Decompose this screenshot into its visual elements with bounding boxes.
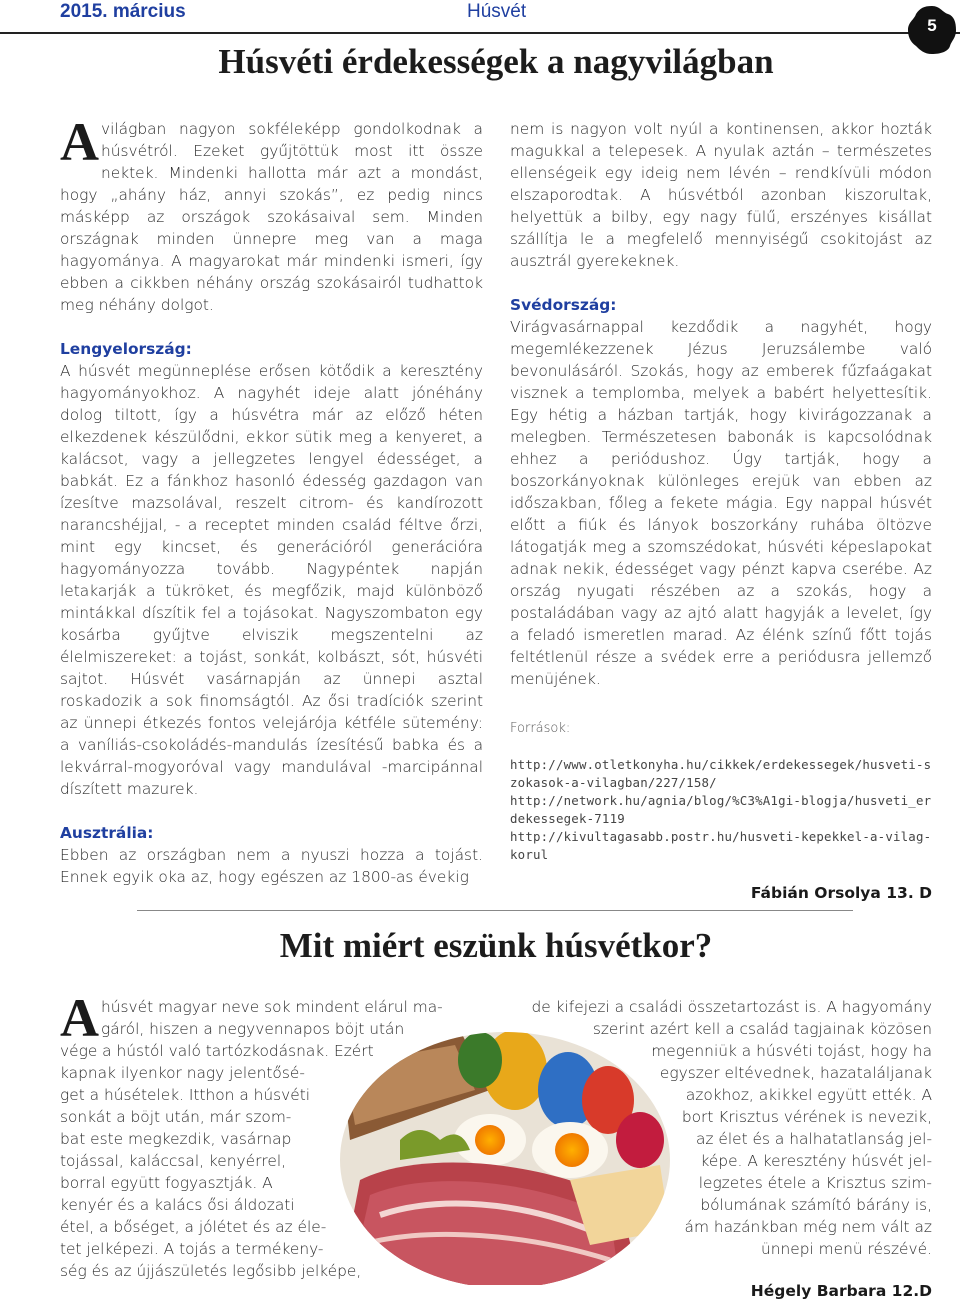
heading-poland: Lengyelország: <box>60 340 192 358</box>
drop-cap: A <box>60 988 99 1048</box>
article-title: Húsvéti érdekességek a nagyvilágban <box>218 42 774 81</box>
article2-line: egyszer eltévednek, hazataláljanak <box>659 1064 932 1082</box>
article2-line: bort Krisztus vérének is nevezik, <box>681 1108 932 1126</box>
article2-line: tet jelképezi. A tojás a termékeny- <box>60 1240 324 1258</box>
source-link[interactable]: http://network.hu/agnia/blog/%C3%A1gi-blogja/husveti_erdekessegek-7119 <box>510 793 932 826</box>
article1-left-column <box>60 112 483 888</box>
article1-intro: Avilágban nagyon sokféleképp gondolkodnak a húsvétról. Ezeket gyűjtöttük most itt össze nektek. Mindenki hallotta már azt a mondást, hogy „ahány ház, annyi szokás”, ez pedig nincs másképp az országok szokásaival sem. Minden országnak minden ünnepre meg van a maga hagyománya. A magyarokat már mindenki ismeri, így ebben a cikkben néhány ország szokásairól tudhattok meg néhány dolgot. <box>60 112 483 314</box>
heading-sweden: Svédország: <box>510 296 617 314</box>
article2-line: legzetes étele a Krisztus szim- <box>698 1174 932 1192</box>
header-rule <box>0 32 960 34</box>
heading-australia: Ausztrália: <box>60 824 154 842</box>
issue-date: 2015. március <box>60 1 186 22</box>
article2-line: borral együtt fogyasztják. A <box>60 1174 273 1192</box>
article2-line: megenniük a húsvéti tojást, hogy ha <box>651 1042 932 1060</box>
article2-line: de kifejezi a családi összetartozást is. A hagyomány <box>531 998 932 1016</box>
article2-line: ám hazánkban még nem vált az <box>684 1218 932 1236</box>
text-australia-part1: Ebben az országban nem a nyuszi hozza a tojást. Ennek egyik oka az, hogy egészen az 1800-as évekig <box>60 846 483 886</box>
page-number: 5 <box>927 16 937 35</box>
article1-right-column <box>510 118 932 904</box>
article2-line: sonkát a böjt után, már szom- <box>60 1108 292 1126</box>
article2-line: gáról, hiszen a negyvennapos böjt után <box>101 1020 405 1038</box>
source-link[interactable]: http://www.otletkonyha.hu/cikkek/erdekessegek/husveti-szokasok-a-vilagban/227/158/ <box>510 757 932 790</box>
article2-line: képe. A keresztény húsvét jel- <box>700 1152 932 1170</box>
article2-line: vége a hústól való tartózkodásnak. Ezért <box>60 1042 374 1060</box>
drop-cap: A <box>60 112 99 172</box>
article2-line: ünnepi menü részévé. <box>760 1240 932 1258</box>
sources-label: Források: <box>510 721 571 736</box>
author-byline: Hégely Barbara 12.D <box>750 1282 932 1300</box>
text-sweden: Virágvasárnappal kezdődik a nagyhét, hogy megemlékezzenek Jézus Jeruzsálembe való bevonulásáról. Szokás, hogy az emberek fűzfaágakat visznek a templomba, melyek a babért helyettesítik. Egy hétig a házban tartják, hogy kivirágozzanak a melegben. Természetesen babonák is kapcsolódnak ehhez a periódushoz. Úgy tartják, hogy a boszorkányoknak különleges erejük van ebben az időszakban, főleg a fekete mágia. Egy nappal húsvét előtt a fiúk és lányok boszorkány ruhába öltözve látogatják meg a szomszédokat, húsvéti képeslapokat adnak nekik, édességet vagy pénzt kapva cserébe. Az ország nyugati részében az a szokás, hogy a postaládában vagy az ajtó alatt hagyják a levelet, így a feladó ismeretlen marad. Az élénk színű főtt tojás feltétlenül része a svédek erre a periódusra jellemző menüjének. <box>510 318 932 688</box>
source-link[interactable]: http://kivultagasabb.postr.hu/husveti-kepekkel-a-vilag-korul <box>510 829 932 862</box>
easter-food-photo <box>340 1030 670 1285</box>
section-divider <box>137 910 853 911</box>
article2-line: szerint azért kell a család tagjainak közösen <box>592 1020 932 1038</box>
article-title: Mit miért eszünk húsvétkor? <box>279 926 713 965</box>
article2-line: Ahúsvét magyar neve sok mindent elárul ma- <box>60 988 443 1048</box>
article2-line: bólumának számító bárány is, <box>700 1196 932 1214</box>
text-poland: A húsvét megünneplése erősen kötődik a keresztény hagyományokhoz. A nagyhét ideje alatt jónéhány dolog tiltott, így a húsvétra már az előző héten elkezdenek készülődni, ekkor sütik meg a kenyeret, a kalácsot, vagy a jellegzetes lengyel édességet, a babkát. Ez a fánkhoz hasonló édesség gazdagon van ízesítve mazsolával, reszelt citrom- és kandírozott narancshéjjal, - a receptet minden család féltve őrzi, mint egy kincset, és generációról generációra hagyományozza tovább. Nagypéntek napján letakarják a tükröket, és megfőzik, majd különböző mintákkal díszítik fel a tojásokat. Nagyszombaton egy kosárba gyűjtve elviszik megszentelni az élelmiszereket: a tojást, sonkát, kolbászt, sót, húsvéti sajtot. Húsvét vasárnapján az ünnepi asztal roskadozik a sok finomságtól. Az ősi tradíciók szerint az ünnepi étkezés fontos velejárója kétféle sütemény: a vaníliás-csokoládés-mandulás ízesítésű babka és a lekvárral-mogyoróval vagy mandulával -marcipánnal díszített mazurek. <box>60 362 483 798</box>
article2-line: kenyér és a kalács ősi áldozati <box>60 1196 295 1214</box>
article2-line: bat este megkezdik, vasárnap <box>60 1130 292 1148</box>
article2-line: ség és az újjászületés legősibb jelképe, <box>60 1262 362 1280</box>
article2-line: az élet és a halhatatlanság jel- <box>695 1130 932 1148</box>
section-name: Húsvét <box>467 1 527 22</box>
article2-line: tojással, kaláccsal, kenyérrel, <box>60 1152 287 1170</box>
article2-line: get a húsételek. Itthon a húsvéti <box>60 1086 311 1104</box>
article2-line: kapnak ilyenkor nagy jelentősé- <box>60 1064 305 1082</box>
author-byline: Fábián Orsolya 13. D <box>750 884 932 902</box>
article2-line: étel, a bőséget, a jólétet és az éle- <box>60 1218 327 1236</box>
text-australia-part2: nem is nagyon volt nyúl a kontinensen, akkor hozták magukkal a telepesek. A nyulak aztán – természetes ellenségeik egy ideig nem lévén – rendkívüli módon elszaporodtak. A húsvétból azonban kiszorultak, helyettük a bilby, egy nagy fülű, erszényes kisállat szállítja le a megfelelő mennyiségű csokitojást az ausztrál gyerekeknek. <box>510 120 932 270</box>
article2-line: azokhoz, akikkel együtt ették. A <box>685 1086 932 1104</box>
